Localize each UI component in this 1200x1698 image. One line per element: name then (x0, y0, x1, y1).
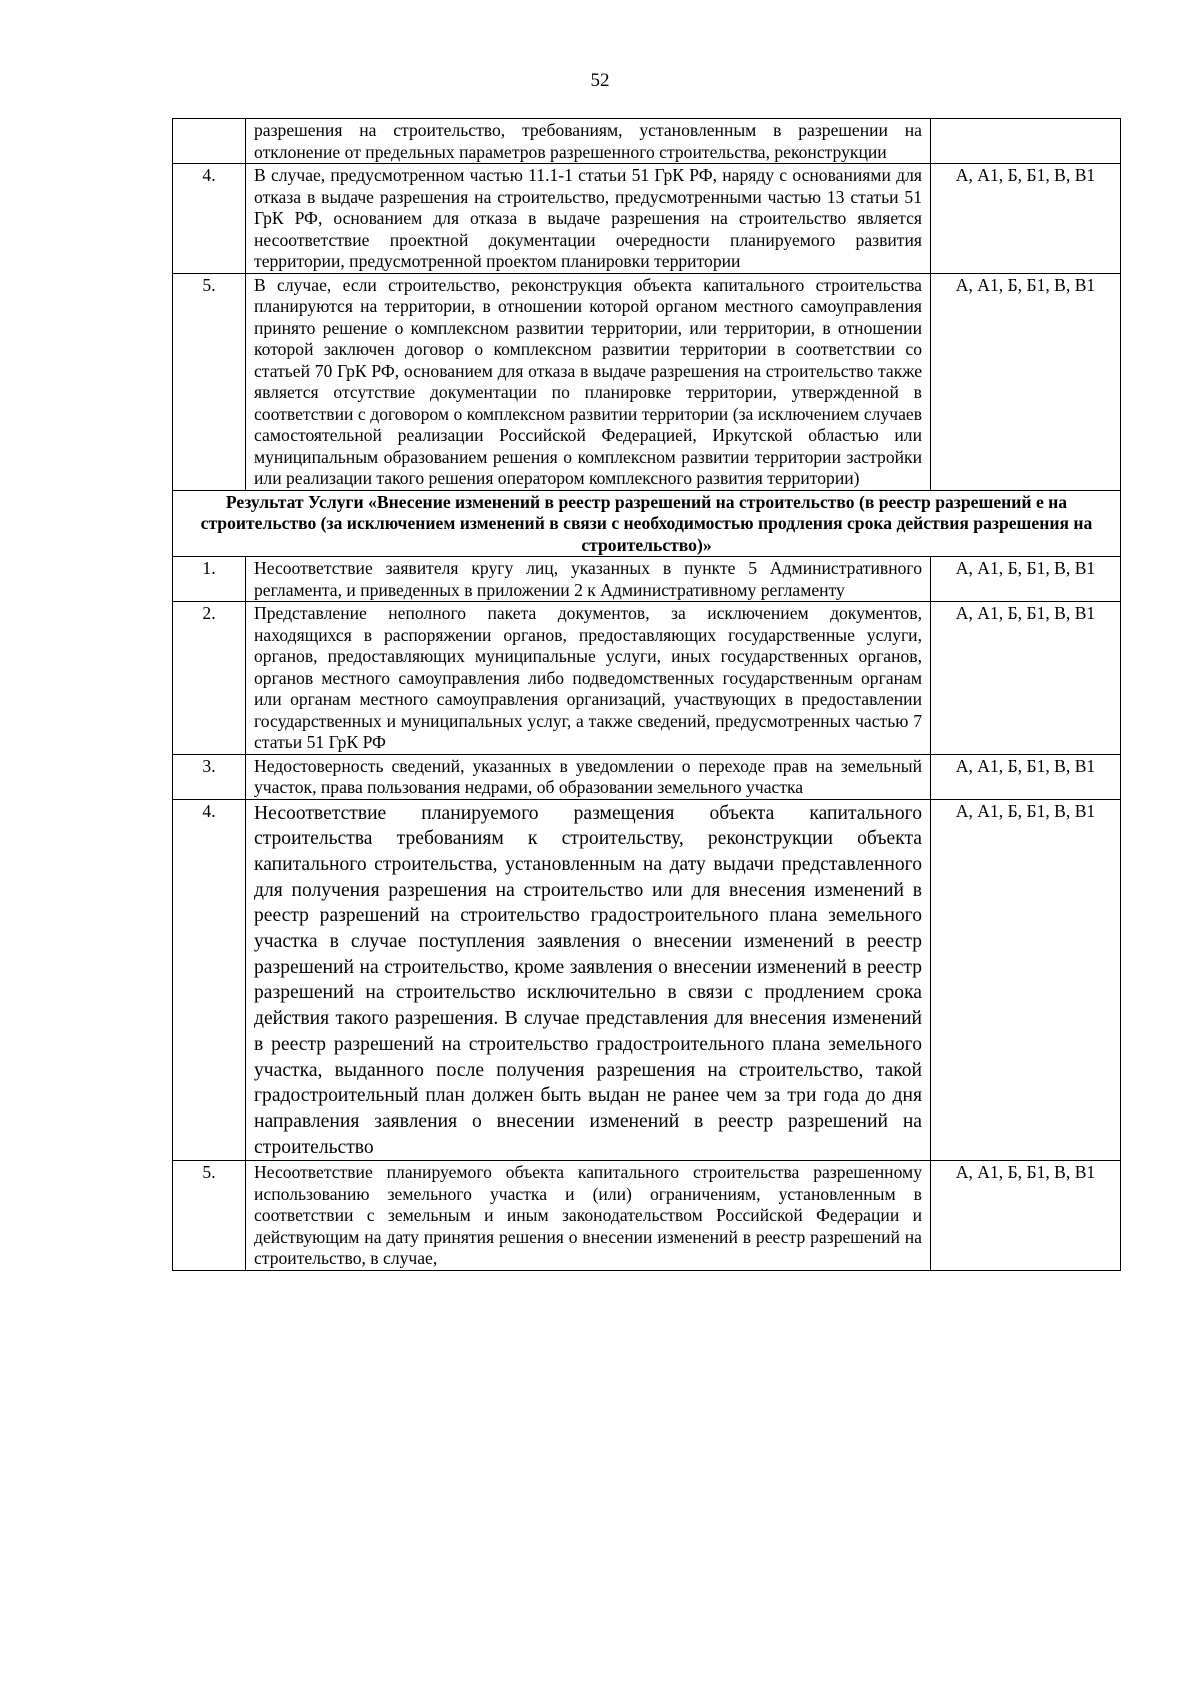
row-codes: А, А1, Б, Б1, В, В1 (931, 799, 1121, 1161)
row-text: разрешения на строительство, требованиям, установленным в разрешении на отклонение от предельных параметров разрешенного строительства, реконструкции (246, 119, 931, 164)
table-row (173, 557, 1121, 602)
table-row (173, 1161, 1121, 1271)
row-number (173, 119, 246, 164)
row-number: 5. (173, 273, 246, 490)
row-codes: А, А1, Б, Б1, В, В1 (931, 164, 1121, 274)
table-row (173, 754, 1121, 799)
row-codes: А, А1, Б, Б1, В, В1 (931, 602, 1121, 755)
row-text: В случае, предусмотренном частью 11.1-1 статьи 51 ГрК РФ, наряду с основаниями для отказа в выдаче разрешения на строительство, предусмотренными частью 13 статьи 51 ГрК РФ, основанием для отказа в выдаче разрешения на строительство является несоответствие проектной документации очередности планируемого развития территории, предусмотренной проектом планировки территории (246, 164, 931, 274)
row-codes: А, А1, Б, Б1, В, В1 (931, 273, 1121, 490)
table-row (173, 602, 1121, 755)
table-row (173, 119, 1121, 164)
page-number: 52 (590, 70, 610, 91)
row-text: Несоответствие планируемого размещения объекта капитального строительства требованиям к строительству, реконструкции объекта капитального строительства, установленным на дату выдачи представленного для получения разрешения на строительство или для внесения изменений в реестр разрешений на строительство градостроительного плана земельного участка в случае поступления заявления о внесении изменений в реестр разрешений на строительство, кроме заявления о внесении изменений в реестр разрешений на строительство исключительно в связи с продлением срока действия такого разрешения. В случае представления для внесения изменений в реестр разрешений на строительство градостроительного плана земельного участка, выданного после получения разрешения на строительство, такой градостроительный план должен быть выдан не ранее чем за три года до дня направления заявления о внесении изменений в реестр разрешений на строительство (246, 799, 931, 1161)
row-text: Представление неполного пакета документов, за исключением документов, находящихся в распоряжении органов, предоставляющих государственные услуги, органов, предоставляющих муниципальные услуги, иных государственных органов, органов местного самоуправления либо подведомственных государственным органам или органам местного самоуправления организаций, участвующих в предоставлении государственных и муниципальных услуг, а также сведений, предусмотренных частью 7 статьи 51 ГрК РФ (246, 602, 931, 755)
row-codes: А, А1, Б, Б1, В, В1 (931, 1161, 1121, 1271)
row-number: 2. (173, 602, 246, 755)
row-number: 1. (173, 557, 246, 602)
table-row (173, 273, 1121, 490)
section-heading-row (173, 490, 1121, 557)
requirements-table (172, 118, 1121, 1271)
table-row (173, 164, 1121, 274)
table-row (173, 799, 1121, 1161)
row-text: Недостоверность сведений, указанных в уведомлении о переходе прав на земельный участок, права пользования недрами, об образовании земельного участка (246, 754, 931, 799)
row-text: Несоответствие планируемого объекта капитального строительства разрешенному использованию земельного участка и (или) ограничениям, установленным в соответствии с земельным и иным законодательством Российской Федерации и действующим на дату принятия решения о внесении изменений в реестр разрешений на строительство, в случае, (246, 1161, 931, 1271)
row-codes: А, А1, Б, Б1, В, В1 (931, 754, 1121, 799)
section-heading: Результат Услуги «Внесение изменений в реестр разрешений на строительство (в реестр разрешений е на строительство (за исключением изменений в связи с необходимостью продления срока действия разрешения на строительство)» (173, 490, 1121, 557)
row-number: 3. (173, 754, 246, 799)
row-text: Несоответствие заявителя кругу лиц, указанных в пункте 5 Административного регламента, и приведенных в приложении 2 к Административному регламенту (246, 557, 931, 602)
row-text: В случае, если строительство, реконструкция объекта капитального строительства планируются на территории, в отношении которой органом местного самоуправления принято решение о комплексном развитии территории, или территории, в отношении которой заключен договор о комплексном развитии территории в соответствии со статьей 70 ГрК РФ, основанием для отказа в выдаче разрешения на строительство также является отсутствие документации по планировке территории, утвержденной в соответствии с договором о комплексном развитии территории (за исключением случаев самостоятельной реализации Российской Федерацией, Иркутской областью или муниципальным образованием решения о комплексном развитии территории застройки или реализации такого решения оператором комплексного развития территории) (246, 273, 931, 490)
row-number: 4. (173, 164, 246, 274)
row-number: 4. (173, 799, 246, 1161)
row-codes: А, А1, Б, Б1, В, В1 (931, 557, 1121, 602)
row-number: 5. (173, 1161, 246, 1271)
row-codes (931, 119, 1121, 164)
